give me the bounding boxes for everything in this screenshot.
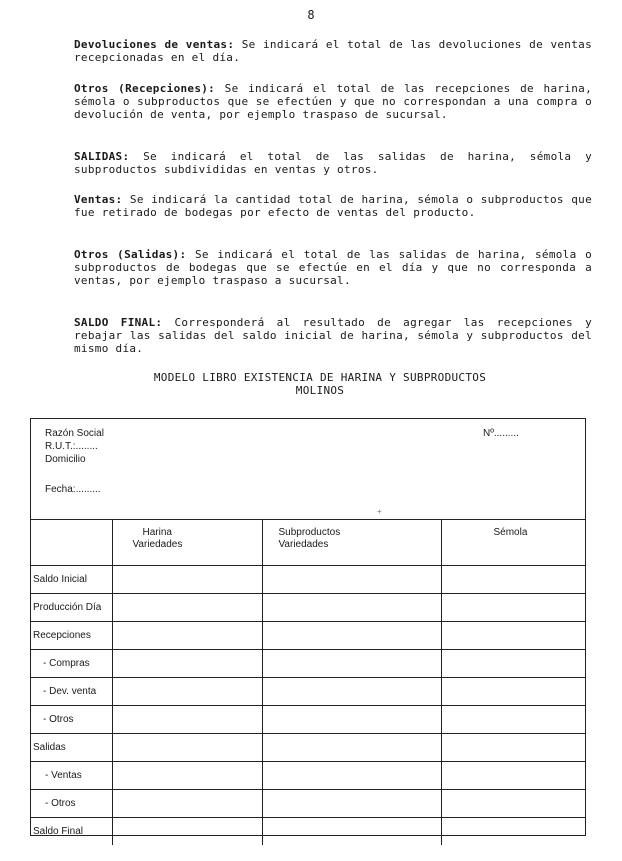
paragraph-text: Se indicará el total de las salidas de harina, sémola o subproductos de bodegas que se efectúe en el día y que no corresponda a ventas, por ejemplo traspaso a sucursal.	[74, 248, 593, 287]
table-cell[interactable]	[441, 566, 585, 594]
domicilio-label: Domicilio	[45, 454, 86, 465]
table-cell[interactable]	[262, 650, 441, 678]
column-header-concept	[31, 520, 112, 566]
paragraph-text: Se indicará el total de las devoluciones de ventas recepcionadas en el día.	[74, 38, 592, 64]
table-row	[31, 650, 585, 678]
table-cell[interactable]	[262, 706, 441, 734]
column-header-semola	[441, 520, 585, 566]
paragraph-otros-salidas	[74, 248, 592, 287]
paragraph-ventas	[74, 193, 592, 219]
table-cell[interactable]	[112, 594, 262, 622]
paragraph-text: Se indicará la cantidad total de harina, sémola o subproductos que fue retirado de bodegas por efecto de ventas del producto.	[74, 193, 592, 219]
row-label-saldo-inicial: Saldo Inicial	[31, 566, 112, 594]
form-header	[31, 419, 585, 520]
paragraph-text: Se indicará el total de las recepciones de harina, sémola o subproductos que se efectúen y que no correspondan a una compra o devolución de venta, por ejemplo traspaso de sucursal.	[74, 82, 592, 121]
model-title-line1: MODELO LIBRO EXISTENCIA DE HARINA Y SUBPRODUCTOS	[153, 371, 487, 384]
paragraph-term: Otros (Salidas):	[74, 248, 187, 261]
table-cell[interactable]	[112, 622, 262, 650]
column-header-line: Sémola	[493, 527, 528, 538]
column-header-line: Harina	[142, 527, 172, 538]
row-label-saldo-final: Saldo Final	[31, 818, 112, 846]
stock-table	[31, 519, 585, 845]
table-cell[interactable]	[112, 762, 262, 790]
table-row	[31, 706, 585, 734]
table-cell[interactable]	[112, 818, 262, 846]
model-title	[60, 371, 580, 397]
column-header-line: Subproductos	[278, 527, 341, 538]
paragraph-salidas	[74, 150, 592, 176]
column-header-subproductos	[262, 520, 441, 566]
table-row	[31, 594, 585, 622]
stock-book-form	[30, 418, 586, 836]
row-label-salidas: Salidas	[31, 734, 112, 762]
table-cell[interactable]	[441, 678, 585, 706]
table-cell[interactable]	[112, 706, 262, 734]
row-label-produccion-dia: Producción Día	[31, 594, 112, 622]
paragraph-text: Corresponderá al resultado de agregar las recepciones y rebajar las salidas del saldo inicial de harina, sémola y subproductos del mismo día.	[74, 316, 592, 355]
table-cell[interactable]	[441, 818, 585, 846]
table-cell[interactable]	[441, 706, 585, 734]
table-cell[interactable]	[441, 594, 585, 622]
table-cell[interactable]	[441, 734, 585, 762]
fecha-field: Fecha:.........	[45, 484, 101, 495]
table-header-row	[31, 520, 585, 566]
column-header-line: Variedades	[278, 539, 329, 550]
table-cell[interactable]	[262, 566, 441, 594]
paragraph-devoluciones-ventas	[74, 38, 592, 64]
paragraph-term: SALIDAS:	[74, 150, 130, 163]
paragraph-saldo-final	[74, 316, 592, 355]
row-label-recepciones: Recepciones	[31, 622, 112, 650]
table-row	[31, 790, 585, 818]
table-row	[31, 762, 585, 790]
table-row	[31, 678, 585, 706]
paragraph-term: Devoluciones de ventas:	[74, 38, 235, 51]
razon-social-label: Razón Social	[45, 428, 104, 439]
table-cell[interactable]	[441, 622, 585, 650]
table-cell[interactable]	[112, 566, 262, 594]
number-field: Nº.........	[483, 428, 519, 439]
table-cell[interactable]	[112, 790, 262, 818]
speck-mark: +	[377, 507, 382, 516]
table-cell[interactable]	[112, 678, 262, 706]
table-cell[interactable]	[262, 818, 441, 846]
row-label-compras: - Compras	[31, 650, 112, 678]
column-header-line: Variedades	[132, 539, 183, 550]
table-cell[interactable]	[441, 650, 585, 678]
column-header-harina	[112, 520, 262, 566]
row-label-ventas: - Ventas	[31, 762, 112, 790]
page-number: 8	[307, 8, 315, 22]
paragraph-text: Se indicará el total de las salidas de harina, sémola y subproductos subdivididas en ventas y otros.	[74, 150, 592, 176]
paragraph-term: Ventas:	[74, 193, 123, 206]
table-cell[interactable]	[262, 594, 441, 622]
table-row	[31, 818, 585, 846]
paragraph-term: SALDO FINAL:	[74, 316, 163, 329]
paragraph-term: Otros (Recepciones):	[74, 82, 216, 95]
table-cell[interactable]	[262, 762, 441, 790]
table-row	[31, 566, 585, 594]
table-cell[interactable]	[262, 622, 441, 650]
table-row	[31, 622, 585, 650]
table-cell[interactable]	[441, 762, 585, 790]
paragraph-otros-recepciones	[74, 82, 592, 121]
table-cell[interactable]	[112, 734, 262, 762]
rut-field: R.U.T.:........	[45, 441, 98, 452]
table-cell[interactable]	[262, 734, 441, 762]
table-cell[interactable]	[262, 678, 441, 706]
row-label-dev-venta: - Dev. venta	[31, 678, 112, 706]
table-cell[interactable]	[112, 650, 262, 678]
table-row	[31, 734, 585, 762]
row-label-otros-recepciones: - Otros	[31, 706, 112, 734]
row-label-otros-salidas: - Otros	[31, 790, 112, 818]
table-cell[interactable]	[262, 790, 441, 818]
table-cell[interactable]	[441, 790, 585, 818]
model-title-line2: MOLINOS	[295, 384, 345, 397]
